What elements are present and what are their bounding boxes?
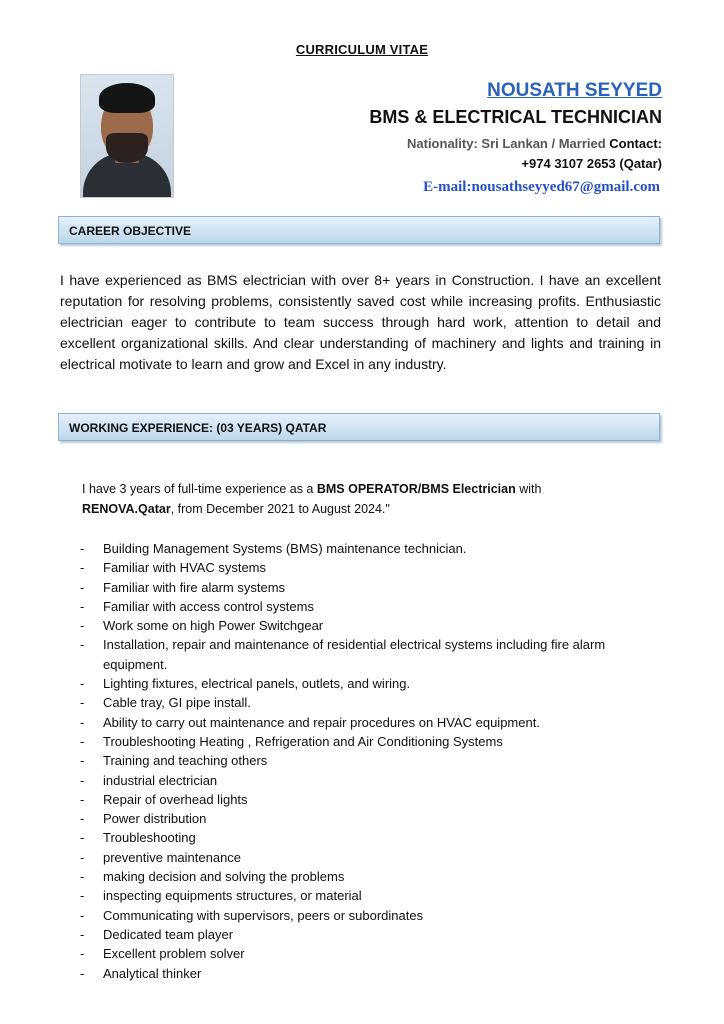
experience-heading-bar [58,413,660,441]
bullet-dash: - [80,695,85,711]
bullet-dash: - [80,676,85,692]
duty-text: Cable tray, GI pipe install. [103,695,251,711]
duty-text: Dedicated team player [103,926,234,942]
duty-text: Troubleshooting Heating , Refrigeration and Air Conditioning Systems [103,733,503,749]
bullet-dash: - [80,733,85,749]
duty-text: Installation, repair and maintenance of residential electrical systems including fire alarm equipment. [103,637,606,672]
intro-text-mid: with [515,482,542,496]
bullet-dash: - [80,579,85,595]
bullet-dash: - [80,869,85,885]
duty-item [80,732,660,751]
duty-item [80,713,660,732]
bullet-dash: - [80,811,85,827]
duty-text: Lighting fixtures, electrical panels, outlets, and wiring. [103,676,411,692]
bullet-dash: - [80,560,85,576]
duty-item [80,771,660,790]
bullet-dash: - [80,965,85,981]
duty-item [80,906,660,925]
duty-text: preventive maintenance [103,849,242,865]
duty-text: inspecting equipments structures, or material [103,888,362,904]
duty-item [80,674,660,693]
intro-text-end: , from December 2021 to August 2024." [170,501,390,516]
candidate-role: BMS & ELECTRICAL TECHNICIAN [369,107,662,127]
intro-text-start: I have 3 years of full-time experience as a [82,482,317,496]
duty-item [80,693,660,712]
duty-item [80,635,660,674]
duties-list [80,539,660,983]
duty-item [80,809,660,828]
bullet-dash: - [80,946,85,962]
experience-heading: WORKING EXPERIENCE: (03 YEARS) QATAR [69,421,327,435]
bullet-dash: - [80,772,85,788]
duty-text: Work some on high Power Switchgear [103,618,324,634]
bullet-dash: - [80,849,85,865]
bullet-dash: - [80,714,85,730]
duty-text: Ability to carry out maintenance and repair procedures on HVAC equipment. [103,714,540,730]
nationality-contact-line [407,136,662,151]
duty-item [80,558,660,577]
bullet-dash: - [80,541,85,556]
duty-text: Excellent problem solver [103,946,245,962]
duty-item [80,848,660,867]
duty-text: making decision and solving the problems [103,869,345,885]
duty-item [80,539,660,558]
duty-text: Building Management Systems (BMS) maintenance technician. [103,541,467,556]
duty-text: Power distribution [103,811,207,827]
nationality: Nationality: Sri Lankan / Married [407,136,606,151]
duty-item [80,616,660,635]
duty-text: Familiar with fire alarm systems [103,579,286,595]
experience-intro [82,480,622,519]
duty-item [80,925,660,944]
bullet-dash: - [80,888,85,904]
career-objective-heading-bar [58,216,660,244]
duty-item [80,828,660,847]
bullet-dash: - [80,753,85,769]
duty-item [80,597,660,616]
intro-role: BMS OPERATOR/BMS Electrician [316,482,516,496]
intro-company: RENOVA.Qatar [82,501,171,516]
bullet-dash: - [80,830,85,846]
email-address: E-mail:nousathseyyed67@gmail.com [423,179,660,195]
duty-item [80,867,660,886]
profile-photo [80,74,174,198]
candidate-name: NOUSATH SEYYED [487,80,662,101]
duty-item [80,790,660,809]
phone-number: +974 3107 2653 (Qatar) [521,156,662,171]
duty-text: Training and teaching others [103,753,268,769]
duty-text: Familiar with HVAC systems [103,560,267,576]
duty-item [80,578,660,597]
duty-text: Analytical thinker [103,965,202,981]
duty-text: Repair of overhead lights [103,791,248,807]
bullet-dash: - [80,598,85,614]
duty-text: Communicating with supervisors, peers or subordinates [103,907,424,923]
duty-text: Troubleshooting [103,830,196,846]
bullet-dash: - [80,637,85,653]
duty-item [80,886,660,905]
duty-item [80,751,660,770]
bullet-dash: - [80,926,85,942]
document-title: CURRICULUM VITAE [295,42,429,57]
duty-item [80,944,660,963]
career-objective-heading: CAREER OBJECTIVE [69,224,192,238]
bullet-dash: - [80,618,85,634]
contact-label: Contact: [609,136,662,151]
duty-item [80,964,660,983]
bullet-dash: - [80,791,85,807]
duty-text: industrial electrician [103,772,218,788]
duty-text: Familiar with access control systems [103,598,314,614]
career-objective-text: I have experienced as BMS electrician with over 8+ years in Construction. I have an excellent reputation for resolving problems, consistently saved cost while increasing profits. Enthusiastic electrician eager to contribute to team success through hard work, attention to detail and excellent organizational skills. And clear understanding of machinery and lights and training in electrical motivate to learn and grow and Excel in any industry. [60,272,661,372]
bullet-dash: - [80,907,85,923]
